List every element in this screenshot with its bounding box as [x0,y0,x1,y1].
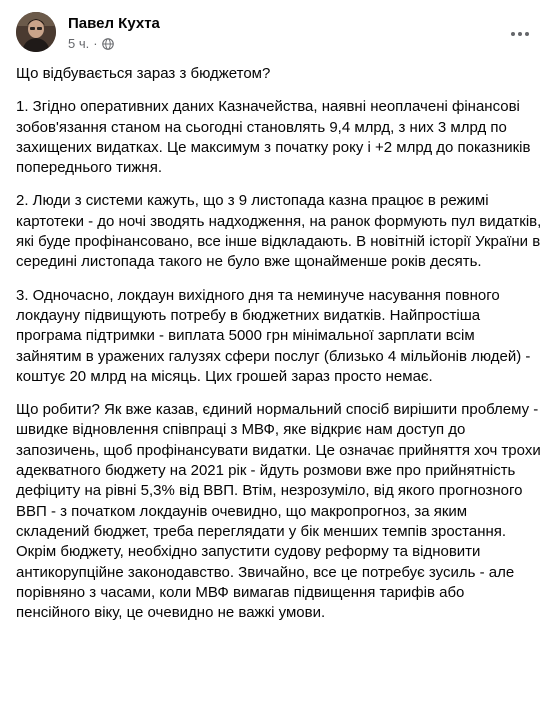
author-name[interactable]: Павел Кухта [68,15,160,32]
globe-icon[interactable] [102,38,114,50]
more-horizontal-icon [510,31,530,37]
avatar[interactable] [16,12,56,52]
post-timestamp[interactable]: 5 ч. [68,36,90,51]
post-paragraph: Що робити? Як вже казав, єдиний нормальний спосіб вирішити проблему - швидке відновлення співпраці з МВФ, яке відкриє нам доступ до запозичень, щоб профінансувати видатки. Це означає прийняття хоч трохи адекватного бюджету на 2021 рік - йдуть розмови вже про прийнятність дефіциту на рівні 5,3% від ВВП. Втім, незрозуміло, від якого прогнозного ВВП - з початком локдаунів очевидно, що макропрогноз, за яким складений бюджет, треба переглядати у бік менших темпів зростання. Окрім бюджету, необхідно запустити судову реформу та відновити антикорупційне законодавство. Звичайно, все це потребує зусиль - але порівняно з часами, коли МВФ вимагав підвищення тарифів або пенсійного віку, це очевидно не важкі умови. [16,401,541,622]
avatar-photo-icon [16,12,56,52]
post-paragraph: Що відбувається зараз з бюджетом? [16,65,271,82]
meta-separator: · [93,36,98,51]
post-paragraph: 1. Згідно оперативних даних Казначейства, наявні неоплачені фінансові зобов'язання станом на сьогодні становлять 9,4 млрд, з них 3 млрд по захищених видатках. Це максимум з початку року і +2 млрд до показників попереднього тижня. [16,98,531,177]
more-options-button[interactable] [502,16,538,52]
post-paragraph: 3. Одночасно, локдаун вихідного дня та неминуче насування повного локдауну підвищують потребу в бюджетних видатків. Найпростіша програма підтримки - виплата 5000 грн мінімальної зарплати всім зайнятим в уражених галузях сфери послуг (близько 4 мільйонів людей) - коштує 20 млрд на місяць. Цих грошей зараз просто немає. [16,286,531,385]
post-text [16,64,542,636]
post-meta [68,36,114,51]
post-header [16,12,538,56]
post-paragraph: 2. Люди з системи кажуть, що з 9 листопада казна працює в режимі картотеки - до ночі зводять надходження, на ранок формують пул видатків, які буде профінансовано, все інше відкладають. В новітній історії України в середині листопада такого не було вже щонайменше років десять. [16,192,542,271]
